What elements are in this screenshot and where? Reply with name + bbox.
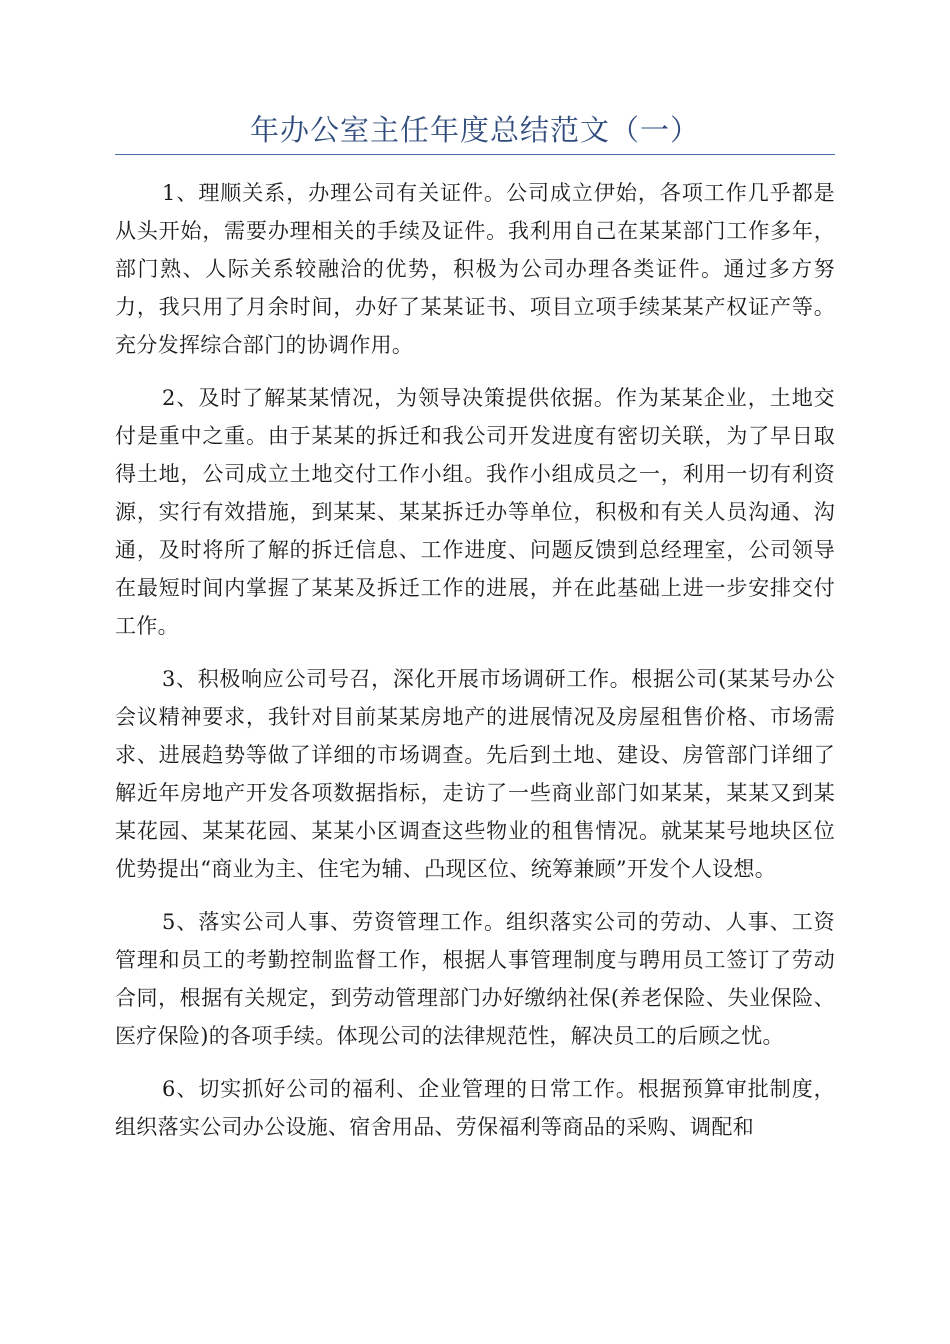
- paragraph-3: 3、积极响应公司号召，深化开展市场调研工作。根据公司(某某号办公会议精神要求，我针对目前某某房地产的进展情况及房屋租售价格、市场需求、进展趋势等做了详细的市场调查。先后到土地、建设、房管部门详细了解近年房地产开发各项数据指标，走访了一些商业部门如某某，某某又到某某花园、某某花园、某某小区调查这些物业的租售情况。就某某号地块区位优势提出“商业为主、住宅为辅、凸现区位、统筹兼顾”开发个人设想。: [115, 667, 835, 881]
- document-title: 年办公室主任年度总结范文（一）: [249, 113, 700, 147]
- paragraph-2: 2、及时了解某某情况，为领导决策提供依据。作为某某企业，土地交付是重中之重。由于某某的拆迁和我公司开发进度有密切关联，为了早日取得土地，公司成立土地交付工作小组。我作小组成员之一，利用一切有利资源，实行有效措施，到某某、某某拆迁办等单位，积极和有关人员沟通、沟通，及时将所了解的拆迁信息、工作进度、问题反馈到总经理室，公司领导在最短时间内掌握了某某及拆迁工作的进展，并在此基础上进一步安排交付工作。: [115, 386, 835, 638]
- title-underline: [115, 154, 835, 155]
- paragraph-1: 1、理顺关系，办理公司有关证件。公司成立伊始，各项工作几乎都是从头开始，需要办理相关的手续及证件。我利用自己在某某部门工作多年，部门熟、人际关系较融洽的优势，积极为公司办理各类证件。通过多方努力，我只用了月余时间，办好了某某证书、项目立项手续某某产权证产等。充分发挥综合部门的协调作用。: [115, 181, 835, 357]
- paragraph-5: 5、落实公司人事、劳资管理工作。组织落实公司的劳动、人事、工资管理和员工的考勤控制监督工作，根据人事管理制度与聘用员工签订了劳动合同，根据有关规定，到劳动管理部门办好缴纳社保(养老保险、失业保险、医疗保险)的各项手续。体现公司的法律规范性，解决员工的后顾之忧。: [115, 910, 835, 1048]
- paragraph-6: 6、切实抓好公司的福利、企业管理的日常工作。根据预算审批制度，组织落实公司办公设施、宿舍用品、劳保福利等商品的采购、调配和: [115, 1077, 835, 1139]
- document-body: [115, 174, 835, 1161]
